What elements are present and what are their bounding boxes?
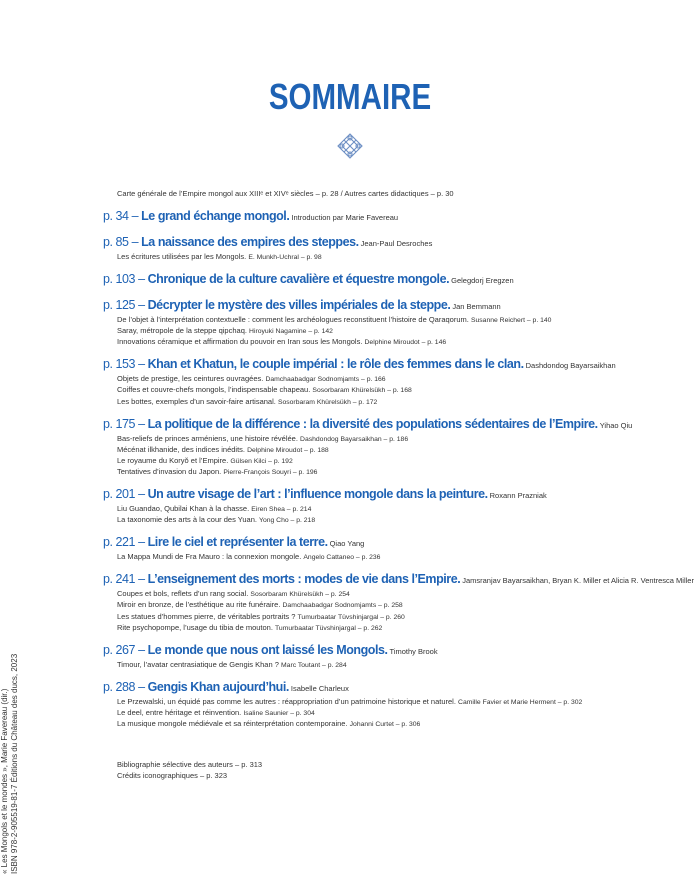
subsection-author: Delphine Miroudot – p. 146 [364,339,447,347]
toc-section [103,208,663,234]
subsection-title: Rite psychopompe, l’usage du tibia de mouton. [117,622,273,632]
subsection-title: Coiffes et couvre-chefs mongols, l’indispensable chapeau. [117,385,311,395]
subsection-author: E. Munkh-Uchral – p. 98 [248,254,322,261]
subsection-author: Eiren Shea – p. 214 [251,506,312,514]
spine-credits [0,614,20,874]
spine-line: « Les Mongols et le mondes », Marie Favereau (dir.) [0,688,9,874]
section-author: Gelegdorj Eregzen [451,276,514,286]
subsection-author: Yong Cho – p. 218 [259,517,316,525]
subsection-title: De l’objet à l’interprétation contextuelle : comment les archéologues reconstituent l’histoire de Qaraqorum. [117,315,469,325]
section-author: Timothy Brook [389,646,438,656]
toc-section [103,234,663,271]
section-page: p. 241 – [103,572,148,587]
subsection-title: Liu Guandao, Qubilai Khan à la chasse. [117,504,250,514]
section-title: Khan et Khatun, le couple impérial : le rôle des femmes dans le clan. [147,357,524,372]
section-heading[interactable] [103,208,663,225]
subsection-author: Pierre-François Souyri – p. 196 [223,468,318,476]
section-heading[interactable] [103,534,663,551]
subsection-title: Les bottes, exemples d’un savoir-faire artisanal. [117,396,276,406]
section-author: Jean-Paul Desroches [360,239,433,248]
section-title: L’enseignement des morts : modes de vie dans l’Empire. [147,572,461,587]
subsection-author: Gülsen Kilci – p. 192 [230,457,293,465]
mongolian-knot-icon [337,133,363,159]
section-heading[interactable] [103,234,663,251]
subsection-item[interactable] [117,444,663,455]
section-title: La naissance des empires des steppes. [141,235,359,249]
toc-section [103,486,663,534]
subsection-author: Tumurbaatar Tüvshinjargal – p. 262 [275,624,383,632]
section-page: p. 201 – [103,487,148,502]
subsection-author: Sosorbaram Khürelsükh – p. 168 [312,387,412,395]
section-heading[interactable] [103,297,663,314]
subsection-author: Sosorbaram Khürelsükh – p. 254 [250,591,350,599]
subsection-title: La musique mongole médiévale et sa réinterprétation contemporaine. [117,718,348,728]
section-title: Un autre visage de l’art : l’influence mongole dans la peinture. [147,487,488,502]
toc-section [103,297,663,356]
subsection-title: Bas-reliefs de princes arméniens, une histoire révélée. [117,433,298,443]
subsection-title: La Mappa Mundi de Fra Mauro : la connexion mongole. [117,552,302,562]
subsection-item[interactable] [117,599,663,610]
section-heading[interactable] [103,416,663,433]
toc-section [103,356,663,415]
section-page: p. 85 – [103,235,142,249]
section-author: Jamsranjav Bayarsaikhan, Bryan K. Miller et Alicia R. Ventresca Miller [462,576,694,586]
section-heading[interactable] [103,679,663,696]
subsection-title: Coupes et bols, reflets d’un rang social. [117,589,249,599]
section-author: Introduction par Marie Favereau [291,213,399,222]
subsection-author: Isaline Saunier – p. 304 [243,709,315,717]
subsection-item[interactable] [117,396,663,407]
section-title: Chronique de la culture cavalière et équestre mongole. [147,272,450,287]
table-of-contents [103,208,694,738]
section-author: Isabelle Charleux [290,683,349,693]
section-title: Le monde que nous ont laissé les Mongols. [147,642,388,657]
section-author: Jan Bemmann [452,302,501,312]
subsection-item[interactable] [117,503,663,514]
toc-section [103,642,663,679]
section-page: p. 153 – [103,357,148,372]
subsection-author: Damchaabadgar Sodnomjamts – p. 166 [265,376,386,384]
subsection-item[interactable] [117,251,663,262]
subsection-item[interactable] [117,514,663,525]
subsection-item[interactable] [117,588,663,599]
section-heading[interactable] [103,356,663,373]
subsection-item[interactable] [117,622,663,633]
section-heading[interactable] [103,271,663,288]
subsection-title: Miroir en bronze, de l’esthétique au rite funéraire. [117,600,281,610]
subsection-title: Mécénat ilkhanide, des indices inédits. [117,444,245,454]
subsection-author: Damchaabadgar Sodnomjamts – p. 258 [282,602,403,610]
subsection-item[interactable] [117,314,663,325]
page-title: SOMMAIRE [268,76,432,117]
subsection-item[interactable] [117,707,663,718]
backmatter-item[interactable]: Crédits iconographiques – p. 323 [117,771,228,781]
subsection-author: Angelo Cattaneo – p. 236 [303,554,381,562]
toc-section [103,416,663,486]
section-author: Yihao Qiu [599,420,633,430]
subsection-item[interactable] [117,433,663,444]
toc-section [103,571,694,641]
subsection-title: Le Przewalski, un équidé pas comme les autres : réappropriation d’un patrimoine historique et naturel. [117,696,456,706]
subsection-title: Le royaume du Koryŏ et l’Empire. [117,455,229,465]
section-title: Lire le ciel et représenter la terre. [147,535,328,550]
subsection-title: Saray, métropole de la steppe qipchaq. [117,326,247,336]
section-heading[interactable] [103,486,663,503]
backmatter-item[interactable]: Bibliographie sélective des auteurs – p. 313 [117,760,263,769]
subsection-item[interactable] [117,551,663,562]
section-author: Dashdondog Bayarsaikhan [525,361,616,371]
subsection-item[interactable] [117,466,663,477]
subsection-author: Camille Favier et Marie Herment – p. 302 [458,698,583,706]
section-page: p. 125 – [103,298,148,313]
subsection-author: Hiroyuki Nagamine – p. 142 [249,328,333,336]
section-page: p. 103 – [103,272,148,287]
subsection-author: Marc Toutant – p. 284 [281,661,347,669]
subsection-item[interactable] [117,455,663,466]
toc-section [103,534,663,571]
subsection-author: Susanne Reichert – p. 140 [470,317,552,325]
subsection-title: Le deel, entre héritage et réinvention. [117,707,242,717]
subsection-item[interactable] [117,696,663,707]
subsection-title: Les statues d’hommes pierre, de véritables portraits ? [117,611,296,621]
subsection-author: Delphine Miroudot – p. 188 [247,446,329,454]
toc-section [103,271,663,297]
section-author: Roxann Prazniak [489,491,547,501]
subsection-item[interactable] [117,336,663,347]
subsection-item[interactable] [117,718,663,729]
section-page: p. 221 – [103,535,148,550]
subsection-item[interactable] [117,611,663,622]
toc-section [103,679,663,738]
subsection-item[interactable] [117,373,663,384]
section-author: Qiao Yang [329,539,365,549]
section-title: Décrypter le mystère des villes impériales de la steppe. [147,298,451,313]
subsection-title: Timour, l’avatar centrasiatique de Gengis Khan ? [117,659,279,669]
subsection-author: Dashdondog Bayarsaikhan – p. 186 [300,435,409,443]
subsection-author: Sosorbaram Khürelsükh – p. 172 [277,398,378,406]
section-title: La politique de la différence : la diversité des populations sédentaires de l’Empire. [147,416,598,431]
subsection-item[interactable] [117,659,663,670]
section-title: Gengis Khan aujourd’hui. [147,679,289,694]
section-page: p. 288 – [103,679,148,694]
subsection-title: Innovations céramique et affirmation du pouvoir en Iran sous les Mongols. [117,337,363,347]
subsection-item[interactable] [117,325,663,336]
intro-line: Carte générale de l’Empire mongol aux XIIIᵉ et XIVᵉ siècles – p. 28 / Autres cartes didactiques – p. 30 [117,189,454,198]
subsection-item[interactable] [117,384,663,395]
section-page: p. 34 – [103,209,142,223]
back-matter [117,759,262,781]
subsection-title: Les écritures utilisées par les Mongols. [117,252,247,261]
subsection-title: Tentatives d’invasion du Japon. [117,466,222,476]
section-heading[interactable] [103,642,663,659]
subsection-title: La taxonomie des arts à la cour des Yuan. [117,515,257,525]
spine-line: ISBN 978-2-905519-81-7 Éditions du Château des ducs, 2023 [10,653,19,874]
section-heading[interactable] [103,571,694,588]
section-title: Le grand échange mongol. [141,209,290,223]
subsection-author: Tumurbaatar Tüvshinjargal – p. 260 [297,613,405,621]
section-page: p. 267 – [103,642,148,657]
section-page: p. 175 – [103,416,148,431]
subsection-author: Johanni Curtet – p. 306 [349,720,421,728]
subsection-title: Objets de prestige, les ceintures ouvragées. [117,374,264,384]
